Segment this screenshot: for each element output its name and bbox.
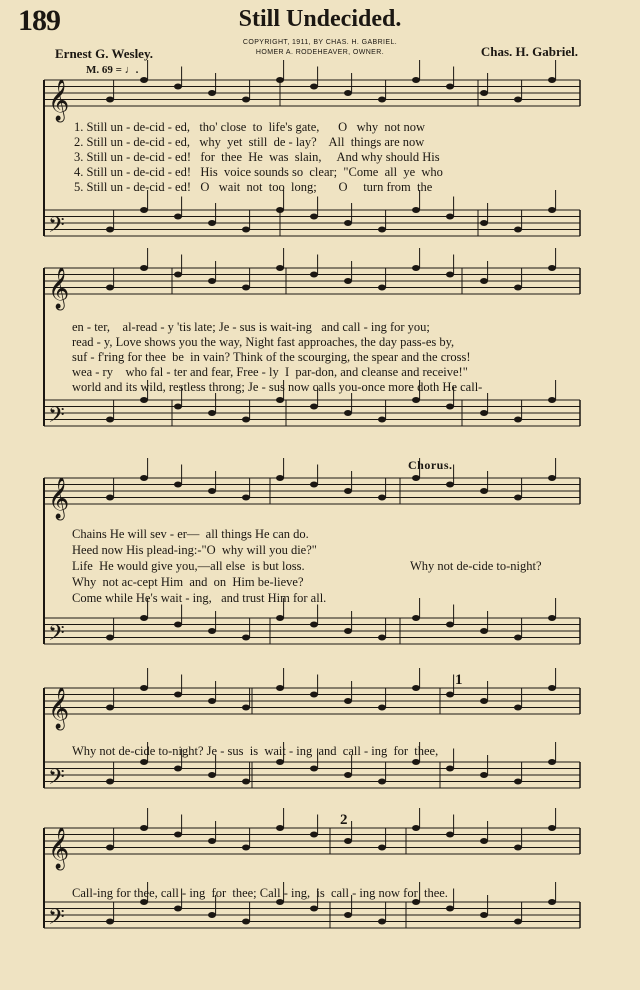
note-head xyxy=(514,635,522,641)
note-head xyxy=(174,766,182,772)
note-head xyxy=(514,97,522,103)
note-head xyxy=(344,628,352,634)
note-head xyxy=(276,825,284,831)
note-head xyxy=(106,285,114,291)
note-head xyxy=(412,77,420,83)
note-head xyxy=(242,227,250,233)
note-head xyxy=(208,628,216,634)
clef-glyph: 𝄞 xyxy=(48,268,70,309)
clef-glyph: 𝄞 xyxy=(48,478,70,519)
note-head xyxy=(276,77,284,83)
note-head xyxy=(276,207,284,213)
note-head xyxy=(480,838,488,844)
composer-credit: Chas. H. Gabriel. xyxy=(480,44,578,59)
note-head xyxy=(310,906,318,912)
note-head xyxy=(480,628,488,634)
note-head xyxy=(276,397,284,403)
note-head xyxy=(378,635,386,641)
note-head xyxy=(514,417,522,423)
note-head xyxy=(446,84,454,90)
note-head xyxy=(140,207,148,213)
note-head xyxy=(480,488,488,494)
verse-1-line-b: en - ter, al-read - y 'tis late; Je - sus is wait-ing and call - ing for you; xyxy=(72,320,430,334)
note-head xyxy=(344,220,352,226)
note-head xyxy=(344,772,352,778)
note-head xyxy=(242,705,250,711)
note-head xyxy=(242,779,250,785)
note-head xyxy=(378,97,386,103)
hymn-title: Still Undecided. xyxy=(238,6,402,32)
note-head xyxy=(412,397,420,403)
clef-glyph: 𝄞 xyxy=(48,828,70,869)
note-head xyxy=(310,272,318,278)
note-head xyxy=(480,912,488,918)
note-head xyxy=(412,615,420,621)
note-head xyxy=(140,475,148,481)
note-head xyxy=(514,845,522,851)
note-head xyxy=(548,77,556,83)
verse-5-line-c: Come while He's wait - ing, and trust Him for all. xyxy=(72,591,327,605)
note-head xyxy=(446,272,454,278)
verse-5-line-b: world and its wild, restless throng; Je - sus now calls you-once more doth He call- xyxy=(72,380,483,394)
note-head xyxy=(514,495,522,501)
note-head xyxy=(548,759,556,765)
verse-4-line-b: wea - ry who fal - ter and fear, Free - ly I par-don, and cleanse and receive!" xyxy=(72,365,468,379)
note-head xyxy=(140,825,148,831)
metronome-marking: M. 69 = ♩. xyxy=(86,64,139,76)
copyright-line-1: COPYRIGHT, 1911, BY CHAS. H. GABRIEL. xyxy=(242,39,398,46)
note-head xyxy=(174,214,182,220)
note-head xyxy=(480,220,488,226)
author-credit: Ernest G. Wesley. xyxy=(55,46,153,61)
note-head xyxy=(242,417,250,423)
note-head xyxy=(242,919,250,925)
chorus-lyric-1: Why not de-cide to-night? xyxy=(410,559,542,573)
note-head xyxy=(276,685,284,691)
note-head xyxy=(208,410,216,416)
note-head xyxy=(208,278,216,284)
note-head xyxy=(106,417,114,423)
note-head xyxy=(310,214,318,220)
note-head xyxy=(480,278,488,284)
note-head xyxy=(174,272,182,278)
verse-2-line-c: Heed now His plead-ing:-"O why will you die?" xyxy=(72,543,317,557)
note-head xyxy=(344,410,352,416)
verse-2-line-b: read - y, Love shows you the way, Night fast approaches, the day pass-es by, xyxy=(72,335,455,349)
note-head xyxy=(140,685,148,691)
note-head xyxy=(344,90,352,96)
note-head xyxy=(344,838,352,844)
note-head xyxy=(548,397,556,403)
note-head xyxy=(276,615,284,621)
note-head xyxy=(378,705,386,711)
note-head xyxy=(480,698,488,704)
note-head xyxy=(242,285,250,291)
note-head xyxy=(140,265,148,271)
note-head xyxy=(106,227,114,233)
note-head xyxy=(310,766,318,772)
clef-glyph: 𝄢 xyxy=(48,621,65,651)
chorus-lyric-3: Call-ing for thee, call - ing for thee; Call - ing, is call - ing now for thee. xyxy=(72,886,448,900)
note-head xyxy=(140,759,148,765)
note-head xyxy=(310,404,318,410)
note-head xyxy=(378,919,386,925)
note-head xyxy=(446,906,454,912)
note-head xyxy=(174,906,182,912)
note-head xyxy=(378,417,386,423)
note-head xyxy=(106,635,114,641)
note-head xyxy=(208,220,216,226)
chorus-label: Chorus. xyxy=(408,458,453,472)
copyright-line-2: HOMER A. RODEHEAVER, OWNER. xyxy=(255,49,385,56)
note-head xyxy=(174,692,182,698)
clef-glyph: 𝄞 xyxy=(48,688,70,729)
note-head xyxy=(514,227,522,233)
hymn-number: 189 xyxy=(18,4,60,37)
verse-3-line-a: 3. Still un - de-cid - ed! for thee He was slain, And why should His xyxy=(74,150,440,164)
note-head xyxy=(344,488,352,494)
note-head xyxy=(106,495,114,501)
note-head xyxy=(276,759,284,765)
note-head xyxy=(208,698,216,704)
note-head xyxy=(548,207,556,213)
note-head xyxy=(480,410,488,416)
note-head xyxy=(446,404,454,410)
note-head xyxy=(174,404,182,410)
note-head xyxy=(412,265,420,271)
note-head xyxy=(140,77,148,83)
note-head xyxy=(514,285,522,291)
note-head xyxy=(106,919,114,925)
note-head xyxy=(548,899,556,905)
note-head xyxy=(446,622,454,628)
note-head xyxy=(378,495,386,501)
note-head xyxy=(310,832,318,838)
note-head xyxy=(548,615,556,621)
note-head xyxy=(174,482,182,488)
note-head xyxy=(208,772,216,778)
note-head xyxy=(242,97,250,103)
clef-glyph: 𝄢 xyxy=(48,905,65,935)
note-head xyxy=(412,475,420,481)
note-head xyxy=(344,698,352,704)
note-head xyxy=(310,622,318,628)
note-head xyxy=(548,685,556,691)
verse-1-line-c: Chains He will sev - er— all things He can do. xyxy=(72,527,309,541)
verse-1-line-a: 1. Still un - de-cid - ed, tho' close to life's gate, O why not now xyxy=(74,120,425,134)
clef-glyph: 𝄢 xyxy=(48,403,65,433)
note-head xyxy=(548,475,556,481)
note-head xyxy=(310,692,318,698)
chorus-lyric-2: Why not de-cide to-night? Je - sus is wait - ing and call - ing for thee, xyxy=(72,744,439,758)
note-head xyxy=(106,705,114,711)
note-head xyxy=(344,912,352,918)
verse-3-line-c: Life He would give you,—all else is but loss. xyxy=(72,559,305,573)
note-head xyxy=(446,692,454,698)
note-head xyxy=(276,475,284,481)
note-head xyxy=(446,832,454,838)
note-head xyxy=(310,84,318,90)
note-head xyxy=(208,488,216,494)
note-head xyxy=(446,482,454,488)
note-head xyxy=(480,90,488,96)
second-ending-number: 2 xyxy=(340,812,348,828)
note-head xyxy=(378,845,386,851)
note-head xyxy=(208,90,216,96)
note-head xyxy=(412,759,420,765)
note-head xyxy=(548,825,556,831)
note-head xyxy=(412,685,420,691)
note-head xyxy=(412,825,420,831)
note-head xyxy=(548,265,556,271)
verse-4-line-c: Why not ac-cept Him and on Him be-lieve? xyxy=(72,575,304,589)
note-head xyxy=(106,97,114,103)
clef-glyph: 𝄢 xyxy=(48,213,65,243)
note-head xyxy=(378,285,386,291)
note-head xyxy=(140,397,148,403)
note-head xyxy=(174,84,182,90)
note-head xyxy=(242,635,250,641)
note-head xyxy=(514,779,522,785)
note-head xyxy=(310,482,318,488)
note-head xyxy=(106,845,114,851)
note-head xyxy=(106,779,114,785)
note-head xyxy=(174,832,182,838)
note-head xyxy=(208,912,216,918)
note-head xyxy=(514,919,522,925)
note-head xyxy=(378,227,386,233)
note-head xyxy=(174,622,182,628)
verse-3-line-b: suf - f'ring for thee be in vain? Think of the scourging, the spear and the cross! xyxy=(72,350,471,364)
note-head xyxy=(242,495,250,501)
note-head xyxy=(276,265,284,271)
note-head xyxy=(242,845,250,851)
clef-glyph: 𝄞 xyxy=(48,80,70,121)
note-head xyxy=(480,772,488,778)
verse-2-line-a: 2. Still un - de-cid - ed, why yet still de - lay? All things are now xyxy=(74,135,425,149)
note-head xyxy=(514,705,522,711)
clef-glyph: 𝄢 xyxy=(48,765,65,795)
verse-5-line-a: 5. Still un - de-cid - ed! O wait not too long; O turn from the xyxy=(74,180,433,194)
note-head xyxy=(412,207,420,213)
note-head xyxy=(446,214,454,220)
note-head xyxy=(378,779,386,785)
note-head xyxy=(344,278,352,284)
verse-4-line-a: 4. Still un - de-cid - ed! His voice sounds so clear; "Come all ye who xyxy=(74,165,443,179)
note-head xyxy=(208,838,216,844)
first-ending-number: 1 xyxy=(455,672,463,688)
note-head xyxy=(140,615,148,621)
note-head xyxy=(446,766,454,772)
